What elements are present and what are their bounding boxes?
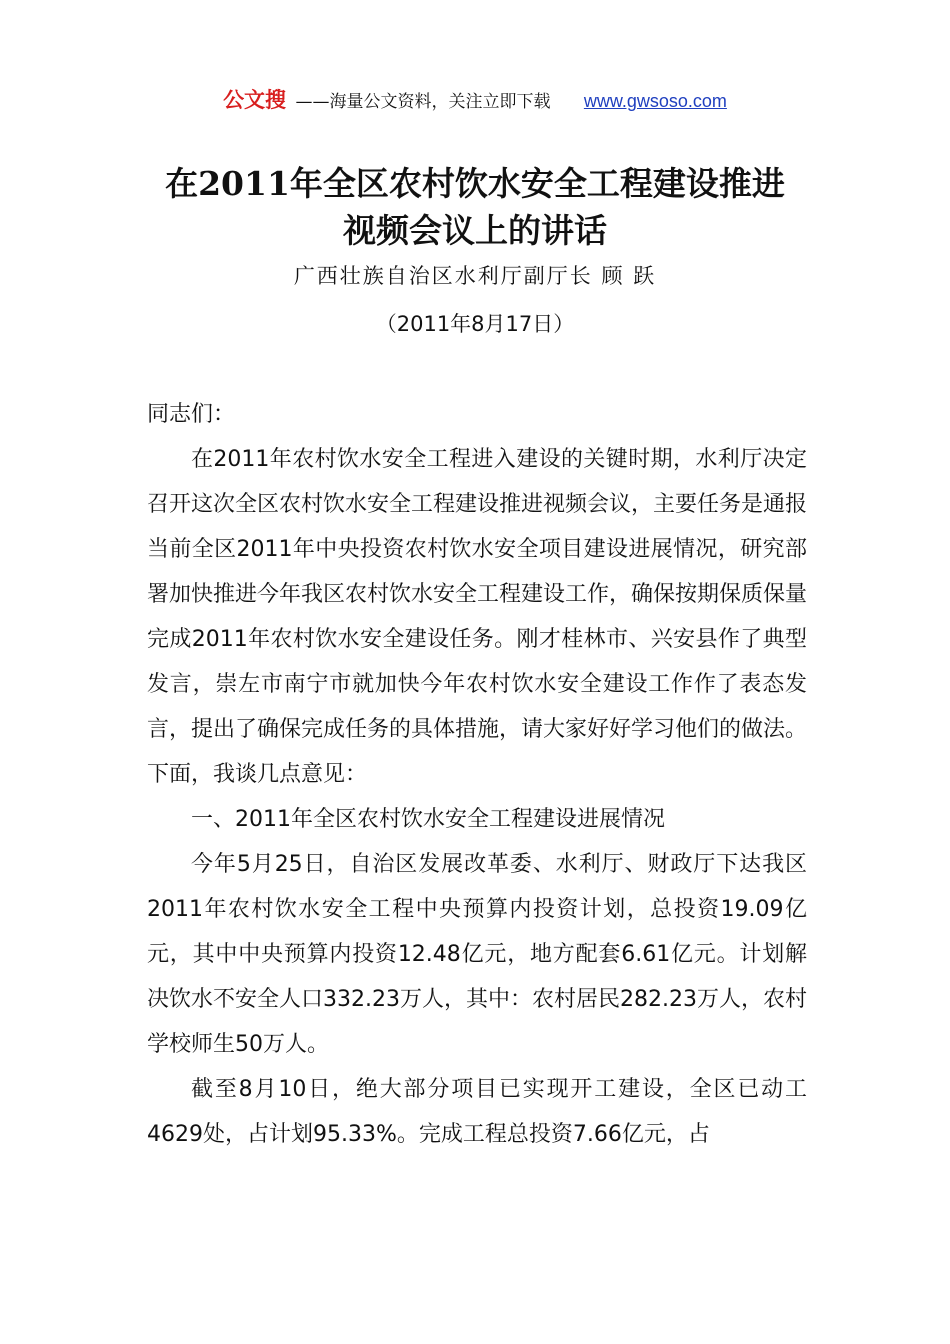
salutation: 同志们： <box>147 402 236 427</box>
body-paragraph: 今年5月25日，自治区发展改革委、水利厅、财政厅下达我区2011年农村饮水安全工程中央预算内投资计划，总投资19.09亿元，其中中央预算内投资12.48亿元，地方配套6.61亿元。计划解决饮水不安全人口332.23万人，其中：农村居民282.23万人，农村学校师生50万人。 <box>147 852 807 1057</box>
header-tagline: ——海量公文资料，关注立即下载 <box>295 92 551 112</box>
document-author: 广西壮族自治区水利厅副厅长 顾 跃 <box>293 264 657 288</box>
body-paragraph: 在2011年农村饮水安全工程进入建设的关键时期，水利厅决定召开这次全区农村饮水安全工程建设推进视频会议，主要任务是通报当前全区2011年中央投资农村饮水安全项目建设进展情况，研究部署加快推进今年我区农村饮水安全工程建设工作，确保按期保质保量完成2011年农村饮水安全建设任务。刚才桂林市、兴安县作了典型发言，崇左市南宁市就加快今年农村饮水安全建设工作作了表态发言，提出了确保完成任务的具体措施，请大家好好学习他们的做法。下面，我谈几点意见： <box>147 447 808 787</box>
document-body <box>147 392 807 1157</box>
body-paragraph: 截至8月10日，绝大部分项目已实现开工建设，全区已动工4629处，占计划95.33%。完成工程总投资7.66亿元，占 <box>147 1077 807 1147</box>
title-line-1: 在2011年全区农村饮水安全工程建设推进 <box>165 164 785 203</box>
brand-logo-text: 公文搜 <box>223 88 287 112</box>
document-date: （2011年8月17日） <box>375 312 575 336</box>
site-link[interactable]: www.gwsoso.com <box>583 91 727 111</box>
section-heading: 一、2011年全区农村饮水安全工程建设进展情况 <box>191 807 665 832</box>
page-header <box>0 84 950 114</box>
title-line-2: 视频会议上的讲话 <box>343 211 607 250</box>
document-title <box>0 160 950 254</box>
